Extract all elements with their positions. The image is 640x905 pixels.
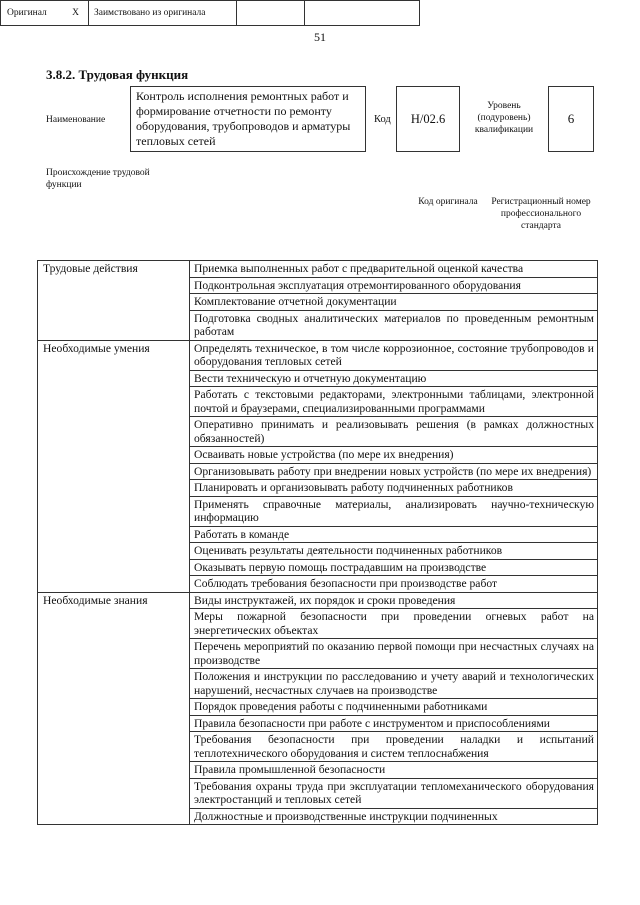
requirement-item: Вести техническую и отчетную документацию <box>190 370 598 387</box>
requirement-item: Подготовка сводных аналитических материалов по проведенным ремонтным работам <box>190 310 598 340</box>
requirement-item: Меры пожарной безопасности при проведении огневых работ на энергетических объектах <box>190 609 598 639</box>
table-row <box>38 261 598 278</box>
original-code-cell <box>237 1 305 25</box>
origin-row <box>0 0 420 26</box>
requirement-item: Оказывать первую помощь пострадавшим на производстве <box>190 559 598 576</box>
level-value: 6 <box>548 86 594 152</box>
requirement-item: Осваивать новые устройства (по мере их внедрения) <box>190 447 598 464</box>
section-category: Необходимые умения <box>38 340 190 592</box>
origin-label: Происхождение трудовой функции <box>46 168 150 190</box>
requirement-item: Правила безопасности при работе с инструментом и приспособлениями <box>190 715 598 732</box>
requirement-item: Правила промышленной безопасности <box>190 762 598 779</box>
requirement-item: Применять справочные материалы, анализировать научно-техническую информацию <box>190 496 598 526</box>
original-mark: X <box>63 1 89 25</box>
section-title: 3.8.2. Трудовая функция <box>46 67 189 82</box>
requirement-item: Планировать и организовывать работу подчиненных работников <box>190 480 598 497</box>
requirement-item: Подконтрольная эксплуатация отремонтированного оборудования <box>190 277 598 294</box>
requirement-item: Работать с текстовыми редакторами, электронными таблицами, электронной почтой и браузерами, специализированными программами <box>190 387 598 417</box>
requirement-item: Должностные и производственные инструкции подчиненных <box>190 808 598 825</box>
code-label: Код <box>374 114 391 125</box>
code-caption: Код оригинала <box>418 197 478 207</box>
level-label: Уровень (подуровень) квалификации <box>474 101 534 135</box>
requirements-table <box>37 260 598 825</box>
name-label: Наименование <box>46 115 106 125</box>
requirement-item: Требования охраны труда при эксплуатации тепломеханического оборудования электростанций и тепловых сетей <box>190 778 598 808</box>
table-row <box>38 592 598 609</box>
original-label: Оригинал <box>7 8 47 18</box>
requirement-item: Организовывать работу при внедрении новых устройств (по мере их внедрения) <box>190 463 598 480</box>
section-category: Трудовые действия <box>38 261 190 341</box>
table-row <box>38 340 598 370</box>
borrowed-label: Заимствовано из оригинала <box>89 1 237 25</box>
section-category: Необходимые знания <box>38 592 190 825</box>
requirement-item: Положения и инструкции по расследованию и учету аварий и технологических нарушений, несчастных случаев на производстве <box>190 669 598 699</box>
requirement-item: Оперативно принимать и реализовывать решения (в рамках должностных обязанностей) <box>190 417 598 447</box>
requirement-item: Порядок проведения работы с подчиненными работниками <box>190 699 598 716</box>
requirement-item: Комплектование отчетной документации <box>190 294 598 311</box>
requirement-item: Перечень мероприятий по оказанию первой помощи при несчастных случаях на производстве <box>190 639 598 669</box>
reg-number-cell <box>305 1 419 25</box>
requirement-item: Определять техническое, в том числе коррозионное, состояние трубопроводов и оборудования тепловых сетей <box>190 340 598 370</box>
page-number: 51 <box>314 30 326 44</box>
requirement-item: Работать в команде <box>190 526 598 543</box>
requirement-item: Оценивать результаты деятельности подчиненных работников <box>190 543 598 560</box>
code-value: Н/02.6 <box>396 86 460 152</box>
requirement-item: Требования безопасности при проведении наладки и испытаний теплотехнического оборудования и систем теплоснабжения <box>190 732 598 762</box>
requirement-item: Соблюдать требования безопасности при производстве работ <box>190 576 598 593</box>
reg-caption: Регистрационный номер профессионального стандарта <box>491 197 591 231</box>
requirement-item: Приемка выполненных работ с предварительной оценкой качества <box>190 261 598 278</box>
function-name: Контроль исполнения ремонтных работ и формирование отчетности по ремонту оборудования, трубопроводов и арматуры тепловых сетей <box>130 86 366 152</box>
requirement-item: Виды инструктажей, их порядок и сроки проведения <box>190 592 598 609</box>
